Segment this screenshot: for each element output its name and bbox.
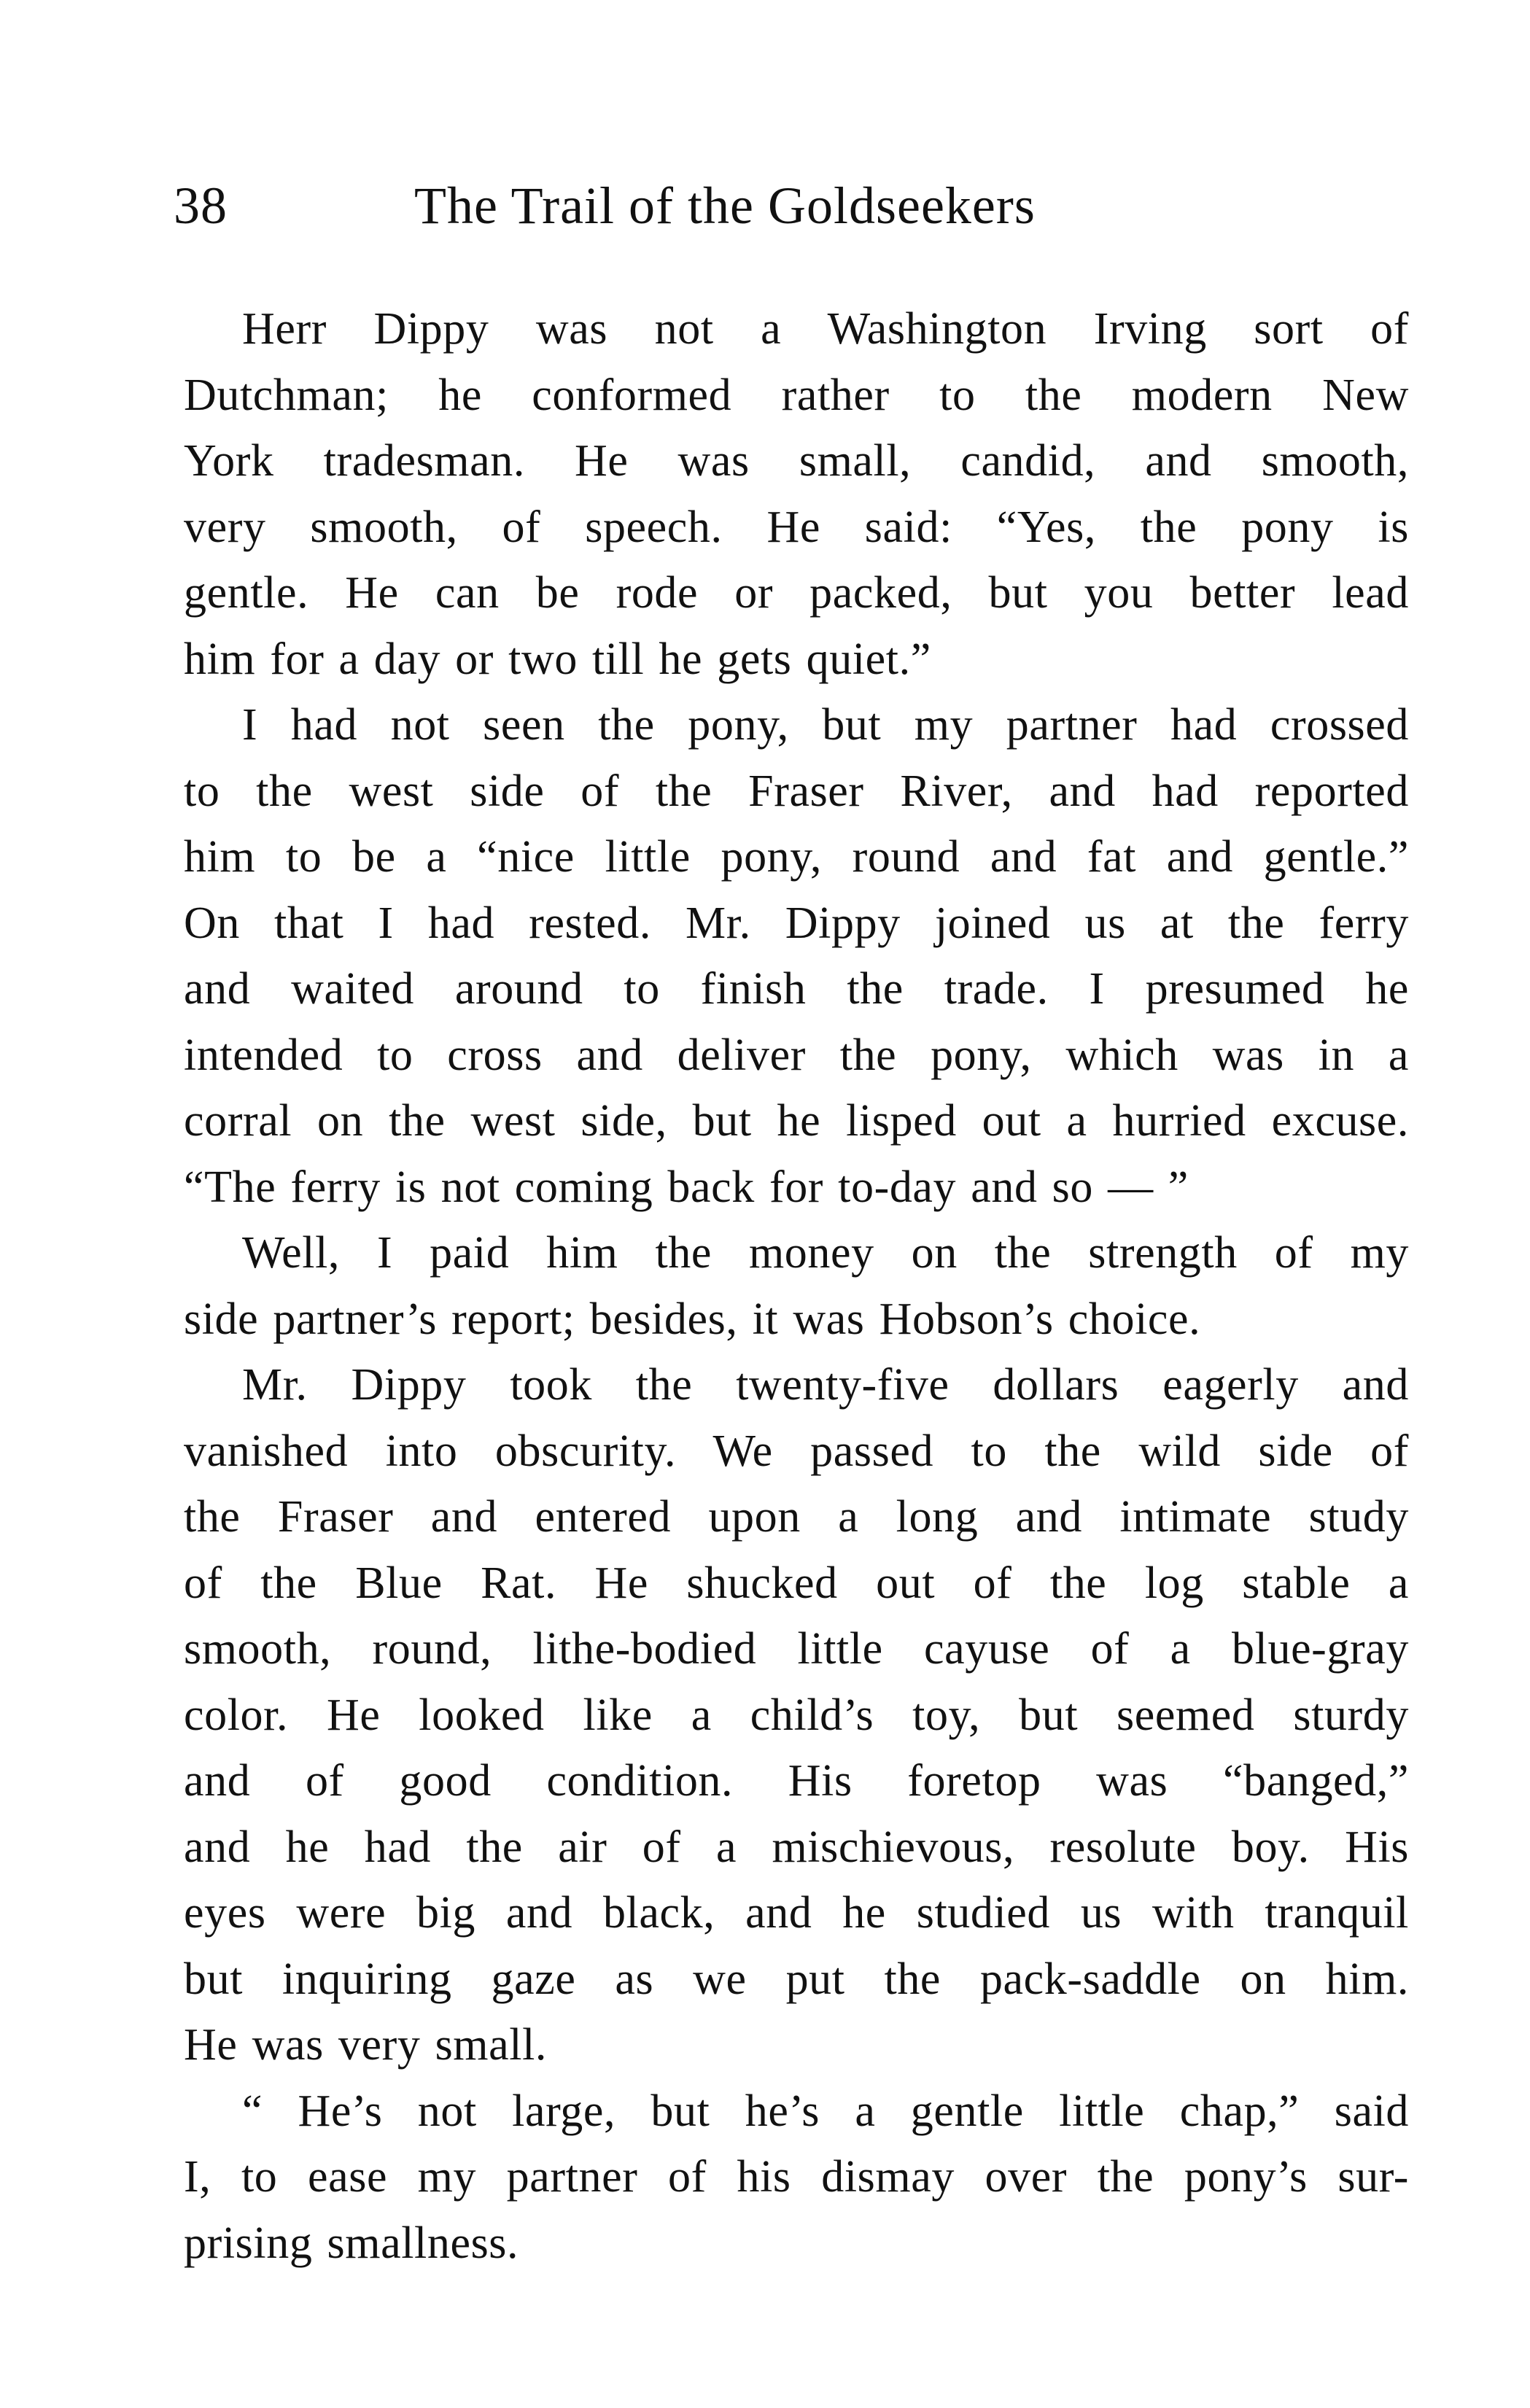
text-line: York tradesman. He was small, candid, and smooth, [184,436,1409,486]
text-line: “The ferry is not coming back for to-day and so — ” [184,1162,1189,1212]
text-line: prising smallness. [184,2218,519,2268]
text-line: I, to ease my partner of his dismay over the pony’s sur- [184,2152,1409,2202]
text-line: him for a day or two till he gets quiet.” [184,634,931,684]
text-line: On that I had rested. Mr. Dippy joined us at the ferry [184,898,1409,948]
text-line: very smooth, of speech. He said: “Yes, the pony is [184,502,1409,552]
text-line: and he had the air of a mischievous, resolute boy. His [184,1822,1409,1872]
text-line: side partner’s report; besides, it was Hobson’s choice. [184,1294,1201,1344]
text-line: eyes were big and black, and he studied us with tranquil [184,1888,1409,1938]
paragraph [184,1220,1409,1352]
text-line: smooth, round, lithe-bodied little cayuse of a blue-gray [184,1624,1409,1674]
text-line: vanished into obscurity. We passed to the wild side of [184,1426,1409,1476]
text-line: Mr. Dippy took the twenty-five dollars eagerly and [242,1360,1409,1410]
page-number: 38 [174,176,228,235]
text-line: him to be a “nice little pony, round and fat and gentle.” [184,832,1409,882]
running-title: The Trail of the Goldseekers [414,176,1036,235]
text-line: Herr Dippy was not a Washington Irving sort of [242,304,1409,354]
text-line: the Fraser and entered upon a long and intimate study [184,1492,1409,1542]
body-text [184,296,1409,2276]
text-line: color. He looked like a child’s toy, but seemed sturdy [184,1690,1409,1740]
paragraph [184,296,1409,692]
text-line: and waited around to finish the trade. I presumed he [184,964,1409,1014]
paragraph [184,1352,1409,2078]
text-line: gentle. He can be rode or packed, but you better lead [184,568,1409,618]
running-head [174,169,1413,242]
text-line: I had not seen the pony, but my partner had crossed [242,700,1409,750]
text-line: and of good condition. His foretop was “banged,” [184,1756,1409,1806]
text-line: Well, I paid him the money on the strength of my [242,1228,1409,1278]
text-line: but inquiring gaze as we put the pack-saddle on him. [184,1954,1409,2004]
text-line: Dutchman; he conformed rather to the modern New [184,370,1409,420]
paragraph [184,2078,1409,2277]
text-line: of the Blue Rat. He shucked out of the log stable a [184,1558,1409,1608]
text-line: corral on the west side, but he lisped out a hurried excuse. [184,1096,1409,1146]
paragraph [184,692,1409,1220]
text-line: He was very small. [184,2020,548,2070]
text-line: intended to cross and deliver the pony, which was in a [184,1030,1409,1080]
text-line: “ He’s not large, but he’s a gentle little chap,” said [242,2086,1409,2136]
text-line: to the west side of the Fraser River, and had reported [184,766,1409,816]
